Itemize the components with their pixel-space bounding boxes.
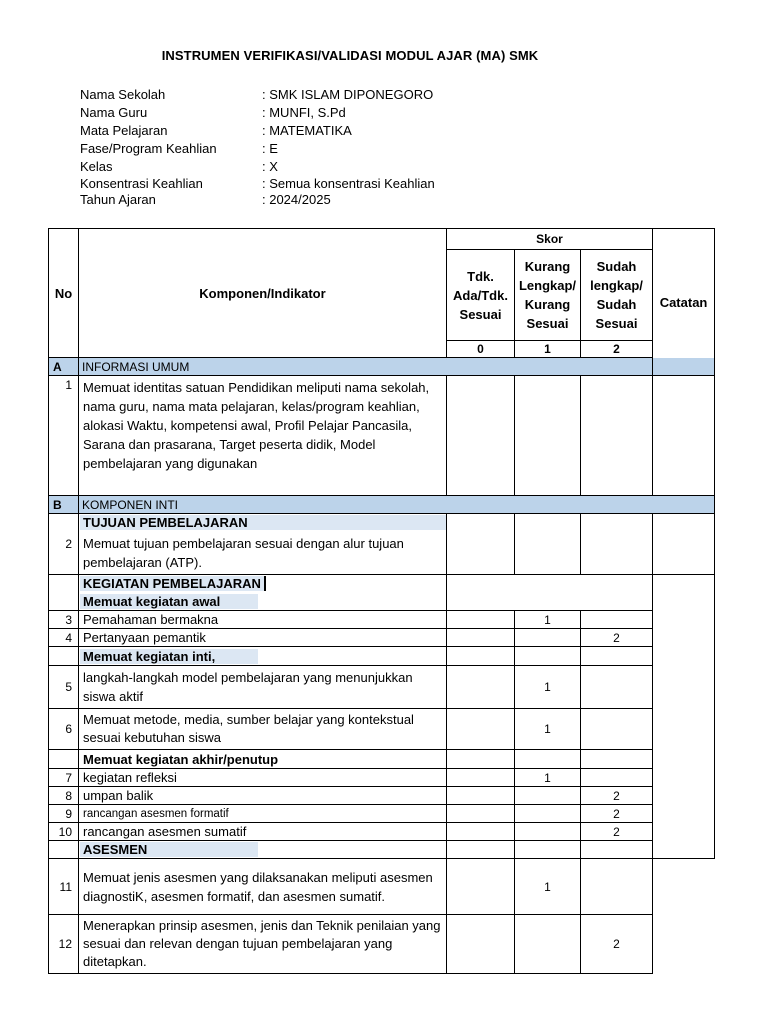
row-text: Memuat tujuan pembelajaran sesuai dengan alur tujuan pembelajaran (ATP). [79,532,447,575]
score-cell: 1 [515,859,581,915]
subheading-row [49,750,715,769]
table-row [49,915,715,974]
row-text: umpan balik [79,787,447,805]
row-number: 1 [49,376,79,496]
score-cell [581,859,653,915]
score-cell [581,750,653,769]
number-cell [49,575,79,593]
row-text: Pemahaman bermakna [79,611,447,629]
score-cell [447,611,515,629]
info-value: : 2024/2025 [262,192,331,207]
score-cell [447,647,515,666]
info-label: Fase/Program Keahlian [80,141,217,156]
table-row [49,709,715,750]
info-value: : MUNFI, S.Pd [262,105,346,120]
info-row-subject [80,122,435,140]
subheading-tujuan: TUJUAN PEMBELAJARAN [80,515,446,530]
subheading-row [49,514,715,532]
score-cell [447,859,515,915]
info-label: Nama Guru [80,105,148,120]
info-value: : SMK ISLAM DIPONEGORO [262,87,434,102]
subheading-kegiatan: KEGIATAN PEMBELAJARAN [80,576,266,591]
score-2: 2 [581,341,653,358]
table-row [49,805,715,823]
info-row-school [80,86,435,104]
score-cell [515,376,581,496]
row-text: Memuat identitas satuan Pendidikan meliputi nama sekolah, nama guru, nama mata pelajaran, kelas/program keahlian, alokasi Waktu, kompetensi awal, Profil Pelajar Pancasila, Sarana dan prasarana, Target peserta didik, Model pembelajaran yang digunakan [79,376,447,496]
info-label: Tahun Ajaran [80,192,156,207]
notes-cell [653,915,715,974]
score-cell: 2 [581,915,653,974]
verification-table [48,228,715,974]
section-code: A [49,358,79,376]
header-no: No [49,229,79,358]
score-cell: 1 [515,769,581,787]
notes-cell [653,376,715,496]
subheading-awal: Memuat kegiatan awal [80,594,258,609]
score-cell [447,376,515,496]
score-cell: 1 [515,666,581,709]
section-label: INFORMASI UMUM [79,358,715,376]
row-text: Menerapkan prinsip asesmen, jenis dan Teknik penilaian yang sesuai dan relevan dengan tujuan pembelajaran yang ditetapkan. [79,915,447,974]
row-number: 7 [49,769,79,787]
score-cell: 2 [581,805,653,823]
score-cell [515,514,581,575]
row-number: 12 [49,915,79,974]
score-cell: 1 [515,709,581,750]
score-cell [447,629,515,647]
info-label: Nama Sekolah [80,87,166,102]
info-row-class [80,158,435,176]
score-cell: 2 [581,823,653,841]
score-0: 0 [447,341,515,358]
info-row-phase [80,140,435,158]
document-title: INSTRUMEN VERIFIKASI/VALIDASI MODUL AJAR (MA) SMK [161,48,539,63]
score-cell [447,823,515,841]
header-kurang: Kurang Lengkap/ Kurang Sesuai [515,250,581,341]
score-cell [447,769,515,787]
score-cell [515,787,581,805]
score-cell [447,666,515,709]
section-label: KOMPONEN INTI [79,496,715,514]
info-row-year [80,192,435,208]
score-cell [447,805,515,823]
score-cell [581,709,653,750]
table-row [49,787,715,805]
score-cell [515,629,581,647]
info-value: : E [262,141,278,156]
header-komponen: Komponen/Indikator [79,229,447,358]
number-cell [49,841,79,859]
section-a-row [49,358,715,376]
score-cell [581,611,653,629]
table-row [49,376,715,496]
subheading-inti: Memuat kegiatan inti, [80,649,258,664]
row-text: langkah-langkah model pembelajaran yang menunjukkan siswa aktif [79,666,447,709]
row-number: 10 [49,823,79,841]
score-cell [515,915,581,974]
info-value: : Semua konsentrasi Keahlian [262,176,435,191]
row-text: rancangan asesmen sumatif [79,823,447,841]
subheading-row [49,647,715,666]
section-b-row [49,496,715,514]
score-cell [447,841,515,859]
info-label: Mata Pelajaran [80,123,168,138]
row-number: 9 [49,805,79,823]
score-cell [581,376,653,496]
row-text: Memuat metode, media, sumber belajar yang kontekstual sesuai kebutuhan siswa [79,709,447,750]
notes-cell [653,859,715,915]
row-number: 8 [49,787,79,805]
table-row [49,666,715,709]
row-number: 6 [49,709,79,750]
number-cell [49,647,79,666]
number-cell [49,593,79,611]
score-cell [447,787,515,805]
score-cell [515,647,581,666]
score-cell [447,915,515,974]
score-cell [515,841,581,859]
score-cell [447,709,515,750]
row-number: 5 [49,666,79,709]
score-cell [515,750,581,769]
table-row [49,611,715,629]
score-1: 1 [515,341,581,358]
row-number: 3 [49,611,79,629]
notes-cell [653,514,715,575]
row-text: Pertanyaan pemantik [79,629,447,647]
score-cell [581,841,653,859]
table-row [49,823,715,841]
subheading-akhir: Memuat kegiatan akhir/penutup [79,750,447,769]
score-cell [515,823,581,841]
info-row-teacher [80,104,435,122]
score-cell: 1 [515,611,581,629]
table-row [49,859,715,915]
subheading-row [49,841,715,859]
header-sudah: Sudah lengkap/ Sudah Sesuai [581,250,653,341]
row-text: rancangan asesmen formatif [79,805,447,823]
score-cell: 2 [581,787,653,805]
score-cell [447,750,515,769]
table-row [49,629,715,647]
info-value: : X [262,159,278,174]
row-number: 11 [49,859,79,915]
row-number: 4 [49,629,79,647]
score-cell [581,769,653,787]
subheading-row [49,575,715,593]
notes-cell [653,575,715,859]
row-number: 2 [49,514,79,575]
score-cell [447,514,515,575]
info-label: Kelas [80,159,113,174]
header-tdk: Tdk. Ada/Tdk. Sesuai [447,250,515,341]
number-cell [49,750,79,769]
header-catatan: Catatan [653,229,715,376]
score-cell [581,666,653,709]
info-value: : MATEMATIKA [262,123,352,138]
score-cell [515,805,581,823]
score-cell [581,647,653,666]
row-text: Memuat jenis asesmen yang dilaksanakan meliputi asesmen diagnostiK, asesmen formatif, dan asesmen sumatif. [79,859,447,915]
score-merged-cell [447,575,653,611]
score-cell: 2 [581,629,653,647]
info-block [80,86,435,208]
section-code: B [49,496,79,514]
info-row-concentration [80,176,435,192]
row-text: kegiatan refleksi [79,769,447,787]
info-label: Konsentrasi Keahlian [80,176,203,191]
header-row [49,229,715,250]
table-row [49,769,715,787]
header-skor: Skor [447,229,653,250]
subheading-asesmen: ASESMEN [80,842,258,857]
score-cell [581,514,653,575]
